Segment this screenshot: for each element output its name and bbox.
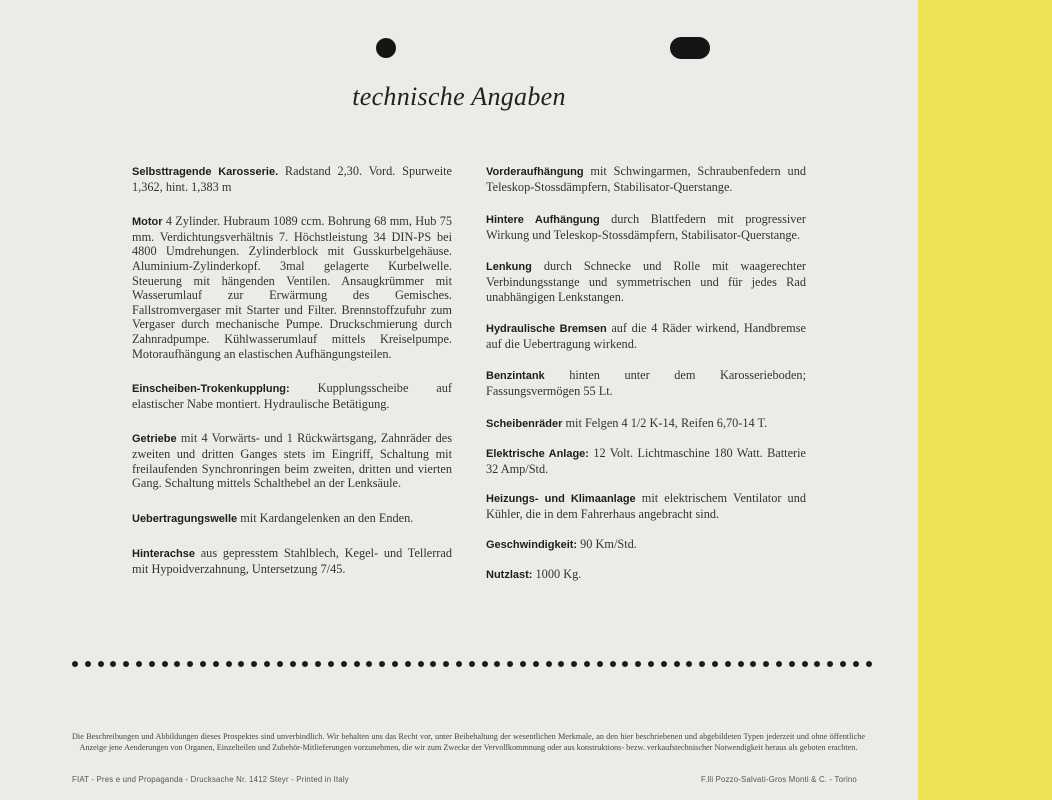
- divider-dot: [366, 661, 372, 667]
- spec-benzintank: Benzintank hinten unter dem Karosserieboden; Fassungsvermögen 55 Lt.: [486, 368, 806, 398]
- spec-column-right: [486, 164, 806, 583]
- spec-heizung: Heizungs- und Klimaanlage mit elektrischem Ventilator und Kühler, die in dem Fahrerhaus angebracht sind.: [486, 491, 806, 521]
- footer-printer: F.lli Pozzo-Salvati-Gros Monti & C. - Torino: [701, 775, 857, 784]
- divider-dot: [379, 661, 385, 667]
- dotted-divider: [72, 657, 872, 671]
- divider-dot: [482, 661, 488, 667]
- disclaimer-text: Die Beschreibungen und Abbildungen dieses Prospektes sind unverbindlich. Wir behalten uns das Recht vor, unter Beibehaltung der wesentlichen Merkmale, an den hier beschriebenen und abgebildeten Typen jederzeit und ohne öffentliche Anzeige jene Aenderungen von Organen, Einzelteilen und Zubehör-Mitlieferungen vorzunehmen, die wir zum Zwecke der Vervollkommnung oder aus konstruktions- bezw. verkaufstechnischer Notwendigkeit heraus als geboten erachten.: [72, 732, 865, 753]
- divider-dot: [648, 661, 654, 667]
- divider-dot: [213, 661, 219, 667]
- spec-uebertragungswelle: Uebertragungswelle mit Kardangelenken an den Enden.: [132, 510, 414, 525]
- divider-dot: [149, 661, 155, 667]
- divider-dot: [686, 661, 692, 667]
- spec-motor: Motor 4 Zylinder. Hubraum 1089 ccm. Bohrung 68 mm, Hub 75 mm. Verdichtungsverhältnis 7. Höchstleistung 34 DIN-PS bei 4800 Umdrehungen. Zylinderblock mit Gusskurbelgehäuse. Aluminium-Zylinderkopf. 3mal gelagerte Kurbelwelle. Steuerung mit hängenden Ventilen. Ansaugkrümmer mit Wasserumlauf zur Erwärmung des Gemisches. Fallstromvergaser mit Starter und Filter. Brennstoffzufuhr zum Vergaser durch mechanische Pumpe. Druckschmierung durch Zahnradpumpe. Kühlwasserumlauf mittels Kreiselpumpe. Motoraufhängung an elastischen Aufhängungsteilen.: [132, 214, 452, 361]
- spec-kupplung: Einscheiben-Trokenkupplung: Kupplungsscheibe auf elastischer Nabe montiert. Hydraulische Betätigung.: [132, 381, 452, 411]
- divider-dot: [597, 661, 603, 667]
- divider-dot: [853, 661, 859, 667]
- divider-dot: [661, 661, 667, 667]
- divider-dot: [622, 661, 628, 667]
- divider-dot: [558, 661, 564, 667]
- divider-dot: [328, 661, 334, 667]
- binder-hole-left: [376, 38, 396, 58]
- page-title: technische Angaben: [352, 82, 566, 111]
- divider-dot: [776, 661, 782, 667]
- divider-dot: [456, 661, 462, 667]
- divider-dot: [443, 661, 449, 667]
- divider-dot: [174, 661, 180, 667]
- divider-dot: [584, 661, 590, 667]
- spec-nutzlast: Nutzlast: 1000 Kg.: [486, 567, 582, 582]
- divider-dot: [98, 661, 104, 667]
- divider-dot: [418, 661, 424, 667]
- divider-dot: [85, 661, 91, 667]
- divider-dot: [187, 661, 193, 667]
- divider-dot: [802, 661, 808, 667]
- divider-dot: [302, 661, 308, 667]
- divider-dot: [226, 661, 232, 667]
- divider-dot: [610, 661, 616, 667]
- divider-dot: [315, 661, 321, 667]
- spec-geschwindigkeit: Geschwindigkeit: 90 Km/Std.: [486, 536, 637, 551]
- spec-elektrische-anlage: Elektrische Anlage: 12 Volt. Lichtmaschine 180 Watt. Batterie 32 Amp/Std.: [486, 446, 807, 476]
- spec-bremsen: Hydraulische Bremsen auf die 4 Räder wirkend, Handbremse auf die Uebertragung wirkend.: [486, 321, 806, 351]
- divider-dot: [866, 661, 872, 667]
- divider-dot: [635, 661, 641, 667]
- divider-dot: [277, 661, 283, 667]
- divider-dot: [763, 661, 769, 667]
- spec-hintere-aufhaengung: Hintere Aufhängung durch Blattfedern mit progressiver Wirkung und Teleskop-Stossdämpfern, Stabilisator-Querstange.: [486, 212, 806, 242]
- divider-dot: [264, 661, 270, 667]
- footer-publisher: FIAT - Pres e und Propaganda - Drucksache Nr. 1412 Steyr - Printed in Italy: [72, 775, 349, 784]
- divider-dot: [789, 661, 795, 667]
- divider-dot: [533, 661, 539, 667]
- divider-dot: [251, 661, 257, 667]
- divider-dot: [750, 661, 756, 667]
- spec-lenkung: Lenkung durch Schnecke und Rolle mit waagerechter Verbindungsstange und symmetrischen und für jedes Rad unabhängigen Lenkstangen.: [486, 259, 806, 304]
- divider-dot: [136, 661, 142, 667]
- divider-dot: [430, 661, 436, 667]
- divider-dot: [290, 661, 296, 667]
- divider-dot: [571, 661, 577, 667]
- spec-getriebe: Getriebe mit 4 Vorwärts- und 1 Rückwärtsgang, Zahnräder des zweiten und dritten Ganges stets im Eingriff, Schaltung mit freilaufenden Synchronringen beim zweiten, dritten und vierten Gang. Schaltung mittels Schalthebel an der Lenksäule.: [132, 431, 452, 491]
- divider-dot: [110, 661, 116, 667]
- binder-hole-right: [670, 37, 710, 59]
- divider-dot: [200, 661, 206, 667]
- divider-dot: [354, 661, 360, 667]
- divider-dot: [341, 661, 347, 667]
- spec-hinterachse: Hinterachse aus gepresstem Stahlblech, Kegel- und Tellerrad mit Hypoidverzahnung, Untersetzung 7/45.: [132, 546, 452, 576]
- divider-dot: [520, 661, 526, 667]
- yellow-page-edge: [918, 0, 1052, 800]
- divider-dot: [405, 661, 411, 667]
- spec-column-left: [132, 164, 452, 576]
- divider-dot: [162, 661, 168, 667]
- divider-dot: [494, 661, 500, 667]
- divider-dot: [238, 661, 244, 667]
- divider-dot: [840, 661, 846, 667]
- spec-karosserie: Selbsttragende Karosserie. Radstand 2,30. Vord. Spurweite 1,362, hint. 1,383 m: [132, 164, 452, 194]
- divider-dot: [674, 661, 680, 667]
- divider-dot: [123, 661, 129, 667]
- divider-dot: [699, 661, 705, 667]
- divider-dot: [72, 661, 78, 667]
- divider-dot: [507, 661, 513, 667]
- divider-dot: [469, 661, 475, 667]
- divider-dot: [738, 661, 744, 667]
- divider-dot: [814, 661, 820, 667]
- divider-dot: [725, 661, 731, 667]
- divider-dot: [827, 661, 833, 667]
- spec-scheibenraeder: Scheibenräder mit Felgen 4 1/2 K-14, Reifen 6,70-14 T.: [486, 415, 768, 430]
- divider-dot: [546, 661, 552, 667]
- spec-vorderaufhaengung: Vorderaufhängung mit Schwingarmen, Schraubenfedern und Teleskop-Stossdämpfern, Stabilisator-Querstange.: [486, 164, 806, 194]
- divider-dot: [392, 661, 398, 667]
- divider-dot: [712, 661, 718, 667]
